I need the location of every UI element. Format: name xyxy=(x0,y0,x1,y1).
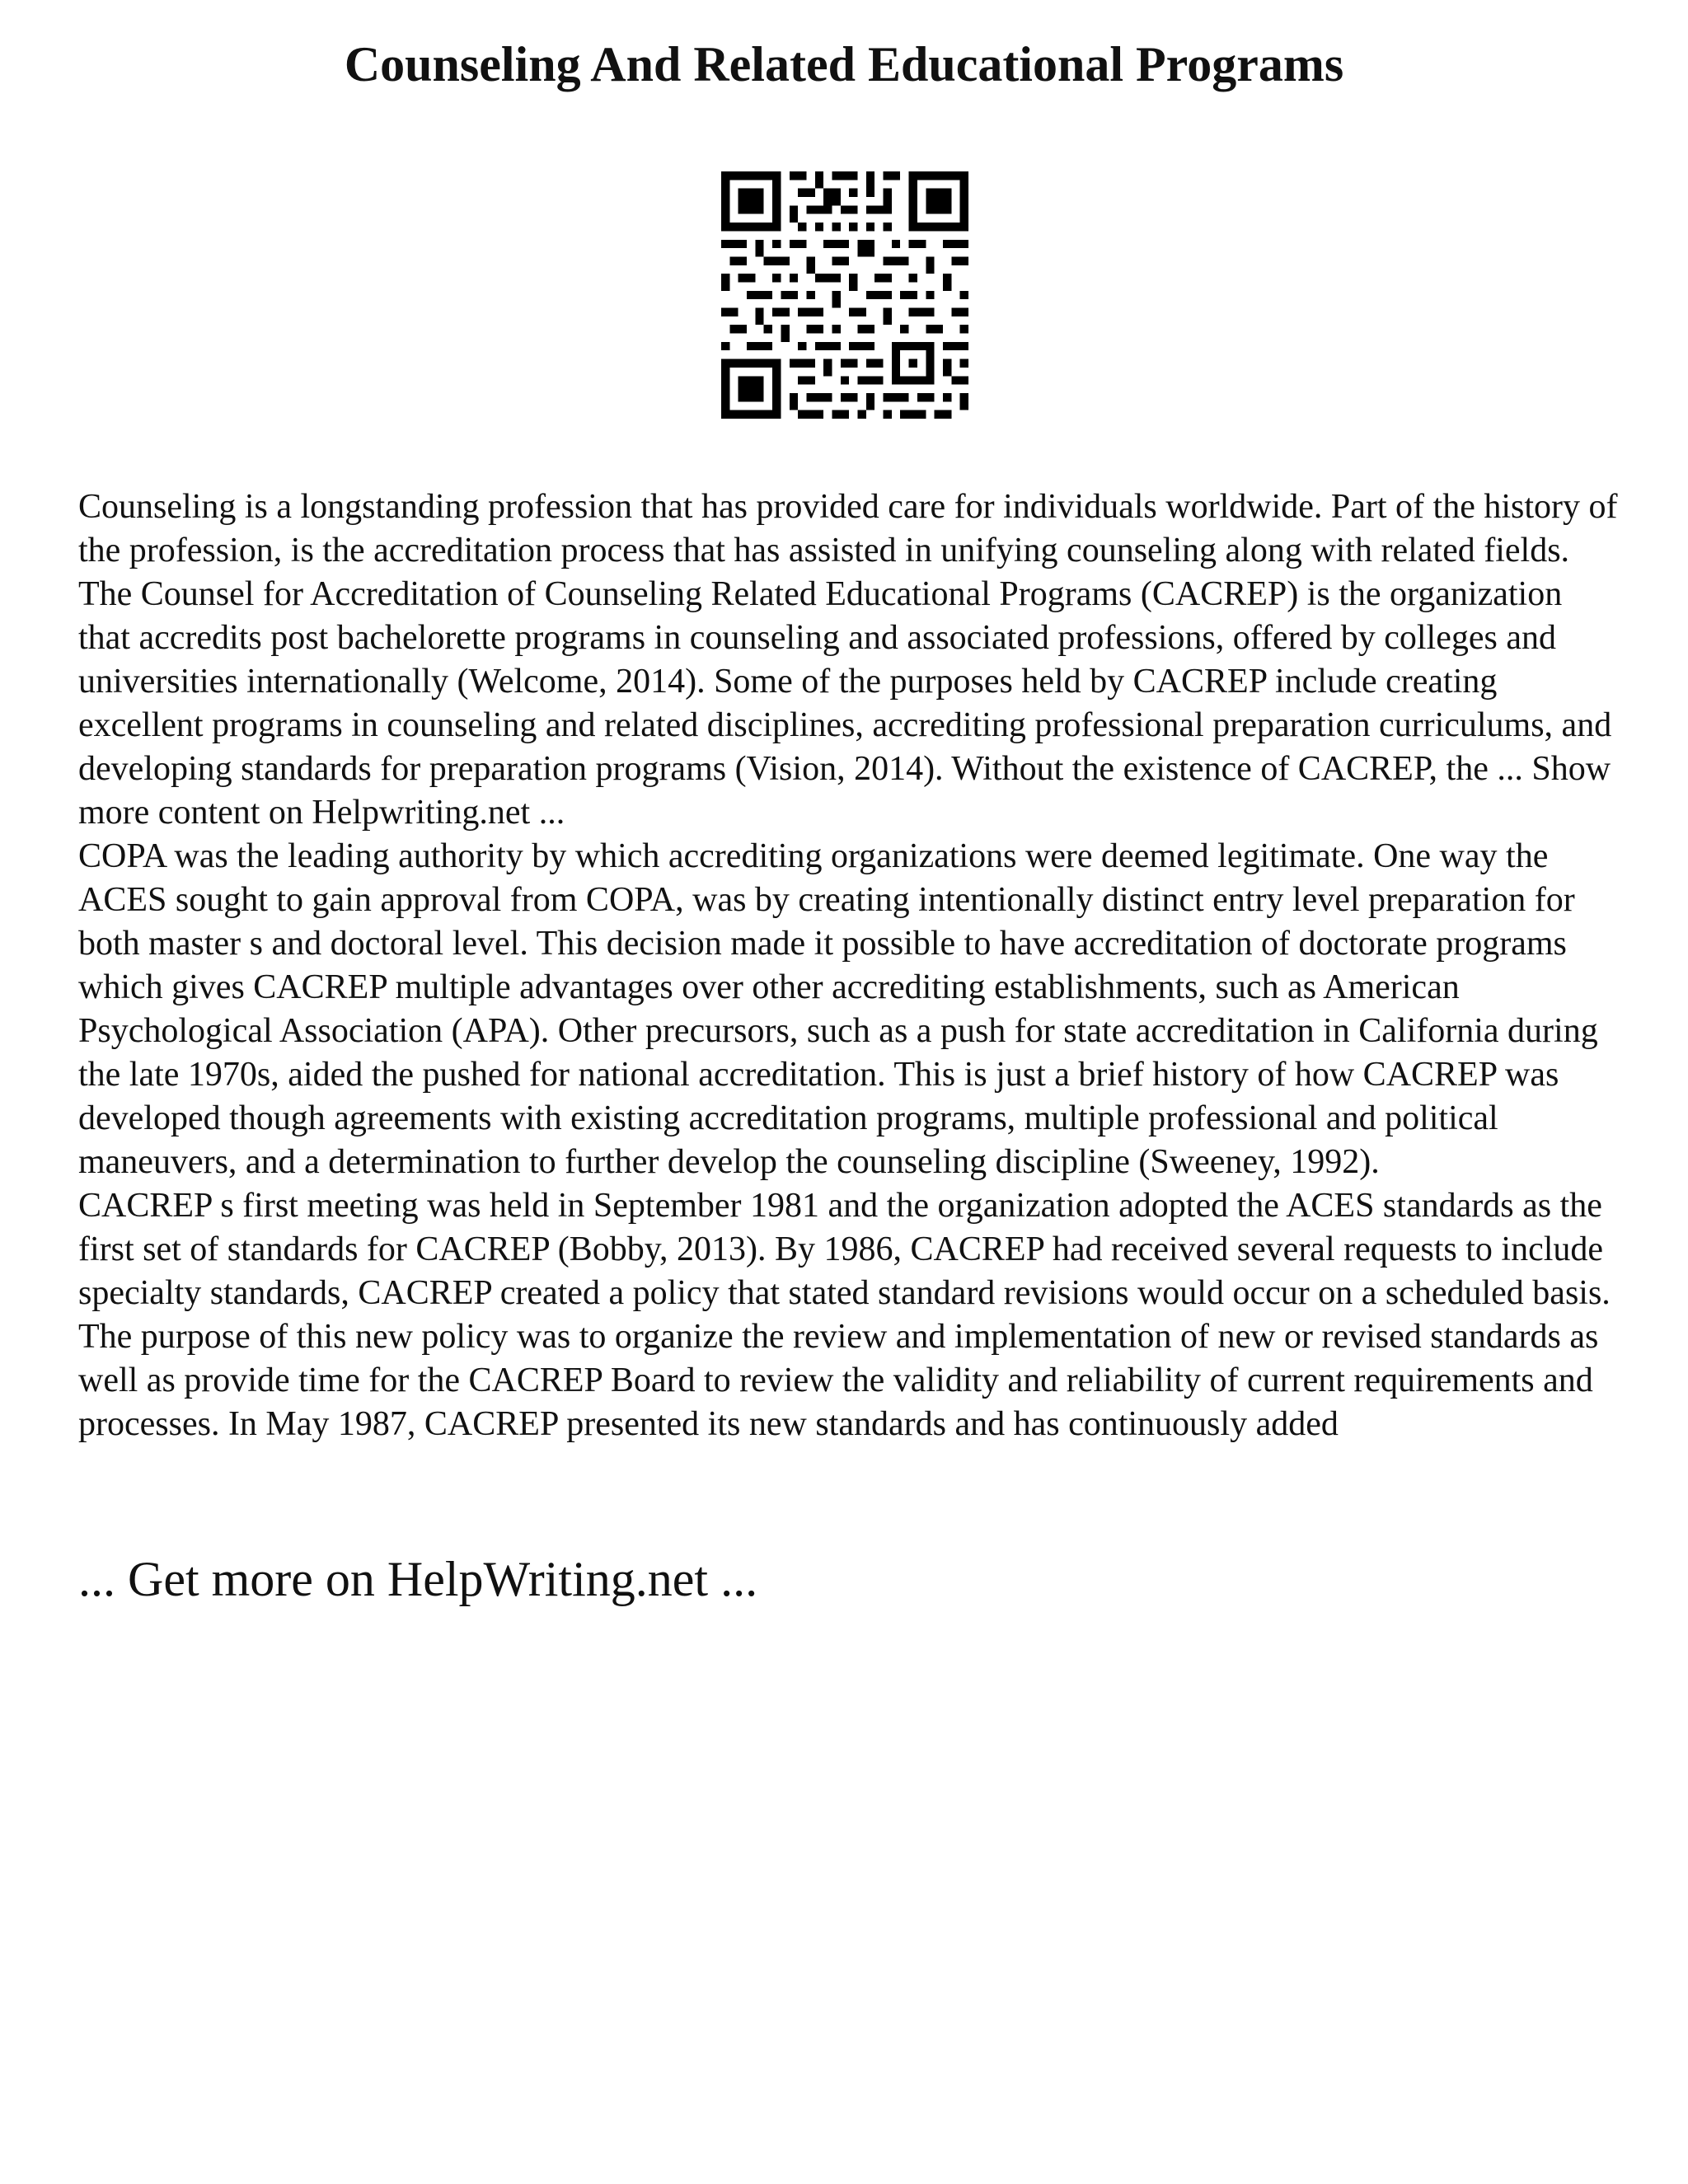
paragraph-3: CACREP s first meeting was held in September 1981 and the organization adopted the ACES standards as the first set of standards for CACREP (Bobby, 2013). By 1986, CACREP had received several requests to include specialty standards, CACREP created a policy that stated standard revisions would occur on a scheduled basis. The purpose of this new policy was to organize the review and implementation of new or revised standards as well as provide time for the CACREP Board to review the validity and reliability of current requirements and processes. In May 1987, CACREP presented its new standards and has continuously added xyxy=(78,1187,1611,1443)
get-more-link[interactable]: ... Get more on HelpWriting.net ... xyxy=(78,1552,758,1606)
paragraph-1: Counseling is a longstanding profession that has provided care for individuals worldwide. Part of the history of the profession, is the accreditation process that has assisted in unifying counseling along with related fields. The Counsel for Accreditation of Counseling Related Educational Programs (CACREP) is the organization that accredits post bachelorette programs in counseling and associated professions, offered by colleges and universities internationally (Welcome, 2014). Some of the purposes held by CACREP include creating excellent programs in counseling and related disciplines, accrediting professional preparation curriculums, and developing standards for preparation programs (Vision, 2014). Without the existence of CACREP, the ... Show more content on Helpwriting.net ... xyxy=(78,488,1618,832)
document-title: Counseling And Related Educational Programs xyxy=(344,37,1344,91)
qr-code-icon xyxy=(721,171,968,419)
paragraph-2: COPA was the leading authority by which accrediting organizations were deemed legitimate. One way the ACES sought to gain approval from COPA, was by creating intentionally distinct entry level preparation for both master s and doctoral level. This decision made it possible to have accreditation of doctorate programs which gives CACREP multiple advantages over other accrediting establishments, such as American Psychological Association (APA). Other precursors, such as a push for state accreditation in California during the late 1970s, aided the pushed for national accreditation. This is just a brief history of how CACREP was developed though agreements with existing accreditation programs, multiple professional and political maneuvers, and a determination to further develop the counseling discipline (Sweeney, 1992). xyxy=(78,837,1598,1181)
document-body xyxy=(78,485,1620,1446)
qr-code-graphic xyxy=(721,171,968,419)
